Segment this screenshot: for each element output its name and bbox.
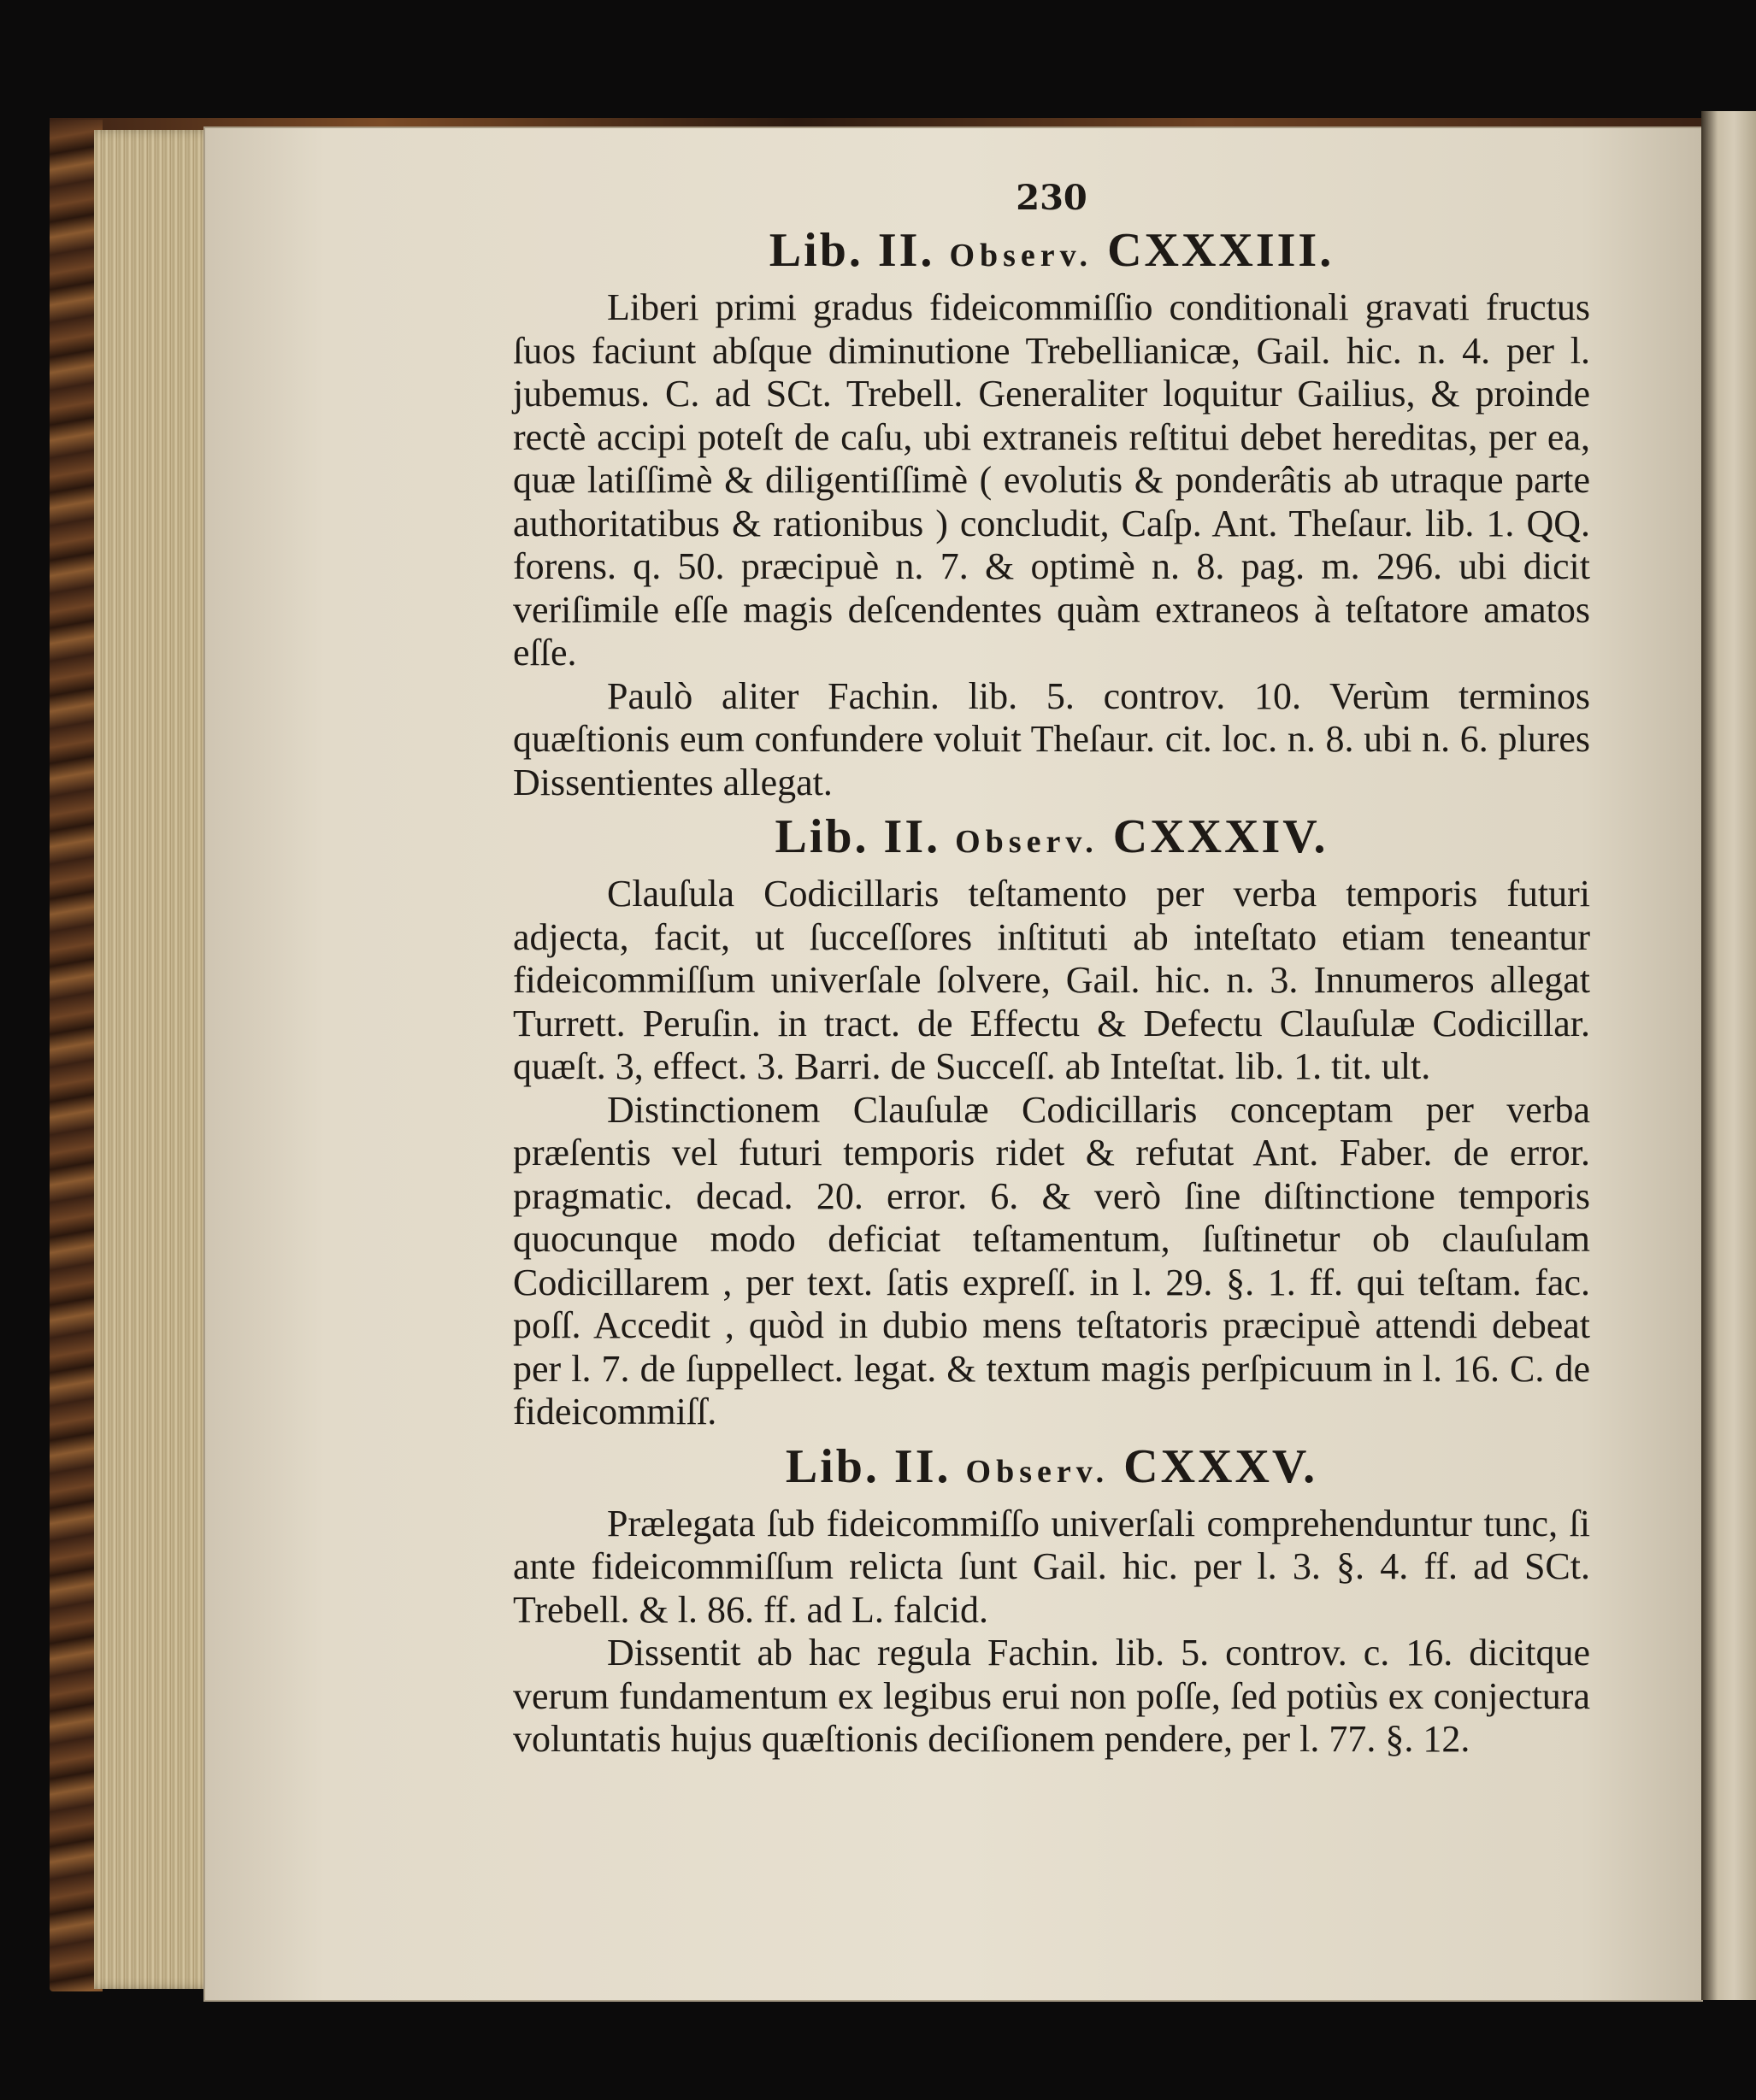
- section-heading: Lib. II. Observ. CXXXV.: [785, 1439, 1318, 1493]
- paragraph: Dissentit ab hac regula Fachin. lib. 5. controv. c. 16. dicitque verum fundamentum ex legibus erui non poſſe, ſed potiùs ex conjectura voluntatis hujus quæſtionis deciſionem pendere, per l. 77. §. 12.: [513, 1632, 1590, 1760]
- paragraph: Liberi primi gradus fideicommiſſio conditionali gravati fructus ſuos faciunt abſque diminutione Trebellianicæ, Gail. hic. n. 4. per l. jubemus. C. ad SCt. Trebell. Generaliter loquitur Gailius, & proinde rectè accipi poteſt de caſu, ubi extraneis reſtitui debet hereditas, per ea, quæ latiſſimè & diligentiſſimè ( evolutis & ponderâtis ab utraque parte authoritatibus & rationibus ) concludit, Caſp. Ant. Theſaur. lib. 1. QQ. forens. q. 50. præcipuè n. 7. & optimè n. 8. pag. m. 296. ubi dicit veriſimile eſſe magis deſcendentes quàm extraneos à teſtatore amatos eſſe.: [513, 286, 1590, 674]
- section-cxxxv: [513, 1439, 1590, 1762]
- page-text: [513, 178, 1590, 1762]
- section-heading: Lib. II. Observ. CXXXIII.: [769, 224, 1335, 277]
- paragraph: Distinctionem Clauſulæ Codicillaris conceptam per verba præſentis vel futuri temporis ridet & refutat Ant. Faber. de error. pragmatic. decad. 20. error. 6. & verò ſine diſtinctione temporis quocunque modo deficiat teſtamentum, ſuſtinetur ob clauſulam Codicillarem , per text. ſatis expreſſ. in l. 29. §. 1. ff. qui teſtam. fac. poſſ. Accedit , quòd in dubio mens teſtatoris præcipuè attendi debeat per l. 7. de ſuppellect. legat. & textum magis perſpicuum in l. 16. C. de fideicommiſſ.: [513, 1088, 1590, 1432]
- section-cxxxiii: [513, 223, 1590, 804]
- paragraph: Paulò aliter Fachin. lib. 5. controv. 10. Verùm terminos quæſtionis eum confundere voluit Theſaur. cit. loc. n. 8. ubi n. 6. plures Dissentientes allegat.: [513, 674, 1590, 803]
- section-heading: Lib. II. Observ. CXXXIV.: [775, 810, 1329, 863]
- page-edges: [94, 130, 222, 1989]
- page-number: 230: [1016, 178, 1087, 218]
- section-cxxxiv: [513, 809, 1590, 1434]
- facing-page-edge: [1701, 111, 1756, 2000]
- paragraph: Prælegata ſub fideicommiſſo univerſali comprehenduntur tunc, ſi ante fideicommiſſum relicta ſunt Gail. hic. per l. 3. §. 4. ff. ad SCt. Trebell. & l. 86. ff. ad L. falcid.: [513, 1502, 1590, 1631]
- paragraph: Clauſula Codicillaris teſtamento per verba temporis futuri adjecta, facit, ut ſucceſſores inſtituti ab inteſtato etiam teneantur fideicommiſſum univerſale ſolvere, Gail. hic. n. 3. Innumeros allegat Turrett. Peruſin. in tract. de Effectu & Defectu Clauſulæ Codicillar. quæſt. 3, effect. 3. Barri. de Succeſſ. ab Inteſtat. lib. 1. tit. ult.: [513, 873, 1590, 1087]
